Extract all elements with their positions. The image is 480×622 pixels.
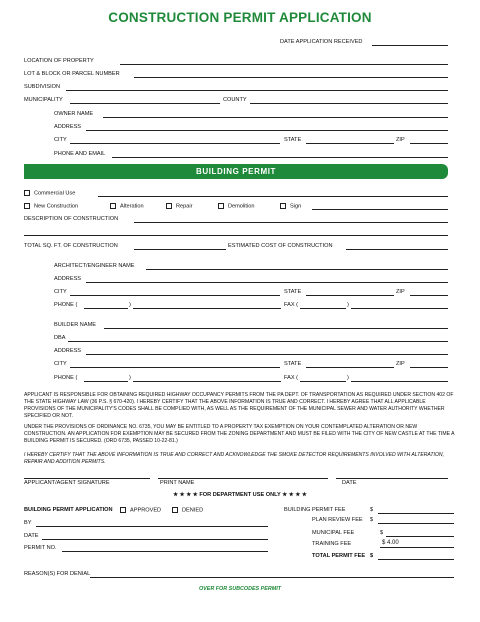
total-sqft-field[interactable]: [134, 249, 226, 250]
builder-city-label: CITY: [54, 361, 67, 367]
subdivision-label: SUBDIVISION: [24, 84, 61, 90]
builder-phone-paren: ): [129, 375, 131, 381]
owner-city-label: CITY: [54, 137, 67, 143]
bp-application-label: BUILDING PERMIT APPLICATION: [24, 507, 113, 513]
municipal-fee-label: MUNICIPAL FEE: [312, 530, 355, 536]
builder-zip-label: ZIP: [396, 361, 405, 367]
repair-checkbox[interactable]: [166, 203, 172, 209]
municipality-field[interactable]: [70, 103, 220, 104]
denied-checkbox[interactable]: [172, 507, 178, 513]
sign-option[interactable]: Sign: [280, 203, 301, 210]
builder-fax-field[interactable]: [351, 381, 448, 382]
commercial-use-option[interactable]: Commercial Use: [24, 190, 75, 197]
municipal-fee-field[interactable]: [386, 536, 454, 537]
sign-field[interactable]: [312, 209, 448, 210]
builder-address-field[interactable]: [86, 354, 448, 355]
architect-zip-label: ZIP: [396, 289, 405, 295]
repair-option[interactable]: Repair: [166, 203, 192, 210]
architect-address-field[interactable]: [86, 282, 448, 283]
dept-date-label: DATE: [24, 533, 39, 539]
total-permit-fee-field[interactable]: [378, 559, 454, 560]
plan-review-fee-dollar: $: [370, 517, 374, 523]
builder-phone-field[interactable]: [133, 381, 281, 382]
owner-address-field[interactable]: [86, 130, 448, 131]
builder-name-field[interactable]: [104, 328, 448, 329]
architect-phone-field[interactable]: [133, 308, 281, 309]
architect-city-field[interactable]: [70, 295, 280, 296]
architect-zip-field[interactable]: [410, 295, 448, 296]
builder-address-label: ADDRESS: [54, 348, 82, 354]
owner-name-label: OWNER NAME: [54, 111, 94, 117]
commercial-use-checkbox[interactable]: [24, 190, 30, 196]
municipal-fee-dollar: $: [380, 530, 384, 536]
commercial-use-field[interactable]: [98, 196, 448, 197]
owner-zip-field[interactable]: [410, 143, 448, 144]
county-field[interactable]: [250, 103, 448, 104]
county-label: COUNTY: [223, 97, 247, 103]
municipality-label: MUNICIPALITY: [24, 97, 63, 103]
building-permit-fee-dollar: $: [370, 507, 374, 513]
owner-name-field[interactable]: [103, 117, 448, 118]
approved-checkbox[interactable]: [120, 507, 126, 513]
architect-name-field[interactable]: [146, 269, 448, 270]
training-fee-value: $ 4.00: [382, 540, 399, 546]
estimated-cost-label: ESTIMATED COST OF CONSTRUCTION: [228, 243, 333, 249]
new-construction-checkbox[interactable]: [24, 203, 30, 209]
subdivision-field[interactable]: [66, 90, 448, 91]
highway-permit-paragraph: APPLICANT IS RESPONSIBLE FOR OBTAINING REQUIRED HIGHWAY OCCUPANCY PERMITS FROM THE PA DEPT. OF TRANSPORTATION AS REQUIRED UNDER SECTION 402 OF THE STATE HIGHWAY LAW (36 P.S. § 670-420). I HEREBY CERTIFY THAT THE ABOVE INFORMATION IS TRUE AND CORRECT. I HEREBY AGREE THAT ALL APPLICABLE PROVISIONS OF THE MUNICIPALITY'S CODES SHALL BE COMPLIED WITH, AS WELL AS THE REQUIREMENT OF THE MUNICIPAL SEWER AND WATER AUTHORITY WHETHER SPECIFIED OR NOT.: [24, 392, 454, 419]
builder-state-field[interactable]: [306, 367, 394, 368]
architect-fax-area-field[interactable]: [300, 308, 346, 309]
architect-address-label: ADDRESS: [54, 276, 82, 282]
builder-fax-area-field[interactable]: [300, 381, 346, 382]
dept-date-field[interactable]: [42, 539, 268, 540]
phone-email-field[interactable]: [112, 157, 448, 158]
architect-phone-paren: ): [129, 302, 131, 308]
building-permit-fee-field[interactable]: [378, 513, 454, 514]
architect-phone-area-field[interactable]: [84, 308, 128, 309]
lot-field[interactable]: [134, 77, 448, 78]
reasons-denial-label: REASON(S) FOR DENIAL: [24, 571, 91, 577]
architect-city-label: CITY: [54, 289, 67, 295]
demolition-checkbox[interactable]: [218, 203, 224, 209]
permit-no-field[interactable]: [62, 551, 268, 552]
owner-state-label: STATE: [284, 137, 302, 143]
architect-phone-label: PHONE (: [54, 302, 78, 308]
tax-exemption-paragraph: UNDER THE PROVISIONS OF ORDINANCE NO. 6735, YOU MAY BE ENTITLED TO A PROPERTY TAX EXEMPTION ON YOUR CONTEMPLATED ALTERATION OR NEW CONSTRUCTION. AN APPLICATION FOR EXEMPTION MAY BE SECURED FROM THE ZONING DEPARTMENT AND MUST BE FILED WITH THE CITY OF NEW CASTLE AT THE TIME A BUILDING PERMIT IS SECURED. (ORD 6735, PASSED 10-22-81.): [24, 424, 455, 444]
builder-phone-area-field[interactable]: [84, 381, 128, 382]
alteration-checkbox[interactable]: [110, 203, 116, 209]
alteration-option[interactable]: Alteration: [110, 203, 144, 210]
builder-dba-label: DBA: [54, 335, 66, 341]
owner-address-label: ADDRESS: [54, 124, 82, 130]
estimated-cost-field[interactable]: [346, 249, 448, 250]
approved-option[interactable]: APPROVED: [120, 507, 161, 514]
architect-fax-label: FAX (: [284, 302, 298, 308]
form-title: CONSTRUCTION PERMIT APPLICATION: [108, 10, 372, 25]
reasons-denial-field[interactable]: [90, 577, 454, 578]
location-label: LOCATION OF PROPERTY: [24, 58, 94, 64]
signature-date-label: DATE: [342, 480, 357, 486]
architect-name-label: ARCHITECT/ENGINEER NAME: [54, 263, 135, 269]
by-label: BY: [24, 520, 32, 526]
signature-date-field[interactable]: [336, 478, 448, 479]
builder-state-label: STATE: [284, 361, 302, 367]
architect-fax-paren: ): [347, 302, 349, 308]
new-construction-option[interactable]: New Construction: [24, 203, 78, 210]
location-field[interactable]: [120, 64, 448, 65]
print-name-label: PRINT NAME: [160, 480, 195, 486]
demolition-option[interactable]: Demolition: [218, 203, 254, 210]
builder-city-field[interactable]: [70, 367, 280, 368]
owner-city-field[interactable]: [70, 143, 280, 144]
architect-state-field[interactable]: [306, 295, 394, 296]
total-permit-fee-dollar: $: [370, 553, 374, 559]
plan-review-fee-label: PLAN REVIEW FEE: [312, 517, 363, 523]
denied-option[interactable]: DENIED: [172, 507, 203, 514]
building-permit-fee-label: BUILDING PERMIT FEE: [284, 507, 346, 513]
builder-phone-label: PHONE (: [54, 375, 78, 381]
applicant-signature-label: APPLICANT/AGENT SIGNATURE: [24, 480, 110, 486]
by-field[interactable]: [36, 526, 268, 527]
total-permit-fee-label: TOTAL PERMIT FEE: [312, 553, 366, 559]
smoke-detector-certification: I HEREBY CERTIFY THAT THE ABOVE INFORMATION IS TRUE AND CORRECT AND ACKNOWLEDGE THE SMOKE DETECTOR REQUIREMENTS INVOLVED WITH ALTERATION, REPAIR AND ADDITION PERMITS.: [24, 452, 444, 465]
architect-fax-field[interactable]: [351, 308, 448, 309]
applicant-signature-field[interactable]: [24, 478, 150, 479]
owner-zip-label: ZIP: [396, 137, 405, 143]
sign-checkbox[interactable]: [280, 203, 286, 209]
owner-state-field[interactable]: [306, 143, 394, 144]
building-permit-banner: BUILDING PERMIT: [24, 164, 448, 179]
plan-review-fee-field[interactable]: [378, 523, 454, 524]
description-field-line-2[interactable]: [24, 235, 448, 236]
subcodes-footer-note: OVER FOR SUBCODES PERMIT: [198, 586, 282, 592]
date-received-field[interactable]: [372, 45, 448, 46]
permit-no-label: PERMIT NO.: [24, 545, 57, 551]
department-use-header: ★ ★ ★ ★ FOR DEPARTMENT USE ONLY ★ ★ ★ ★: [173, 492, 307, 498]
description-field[interactable]: [134, 222, 448, 223]
training-fee-field[interactable]: [380, 547, 454, 548]
total-sqft-label: TOTAL SQ. FT. OF CONSTRUCTION: [24, 243, 118, 249]
builder-fax-paren: ): [347, 375, 349, 381]
builder-zip-field[interactable]: [410, 367, 448, 368]
phone-email-label: PHONE AND EMAIL: [54, 151, 106, 157]
lot-label: LOT & BLOCK OR PARCEL NUMBER: [24, 71, 120, 77]
training-fee-label: TRAINING FEE: [312, 541, 352, 547]
builder-dba-field[interactable]: [68, 341, 448, 342]
print-name-field[interactable]: [158, 478, 328, 479]
builder-name-label: BUILDER NAME: [54, 322, 96, 328]
date-received-label: DATE APPLICATION RECEIVED: [280, 39, 363, 45]
builder-fax-label: FAX (: [284, 375, 298, 381]
description-label: DESCRIPTION OF CONSTRUCTION: [24, 216, 119, 222]
architect-state-label: STATE: [284, 289, 302, 295]
